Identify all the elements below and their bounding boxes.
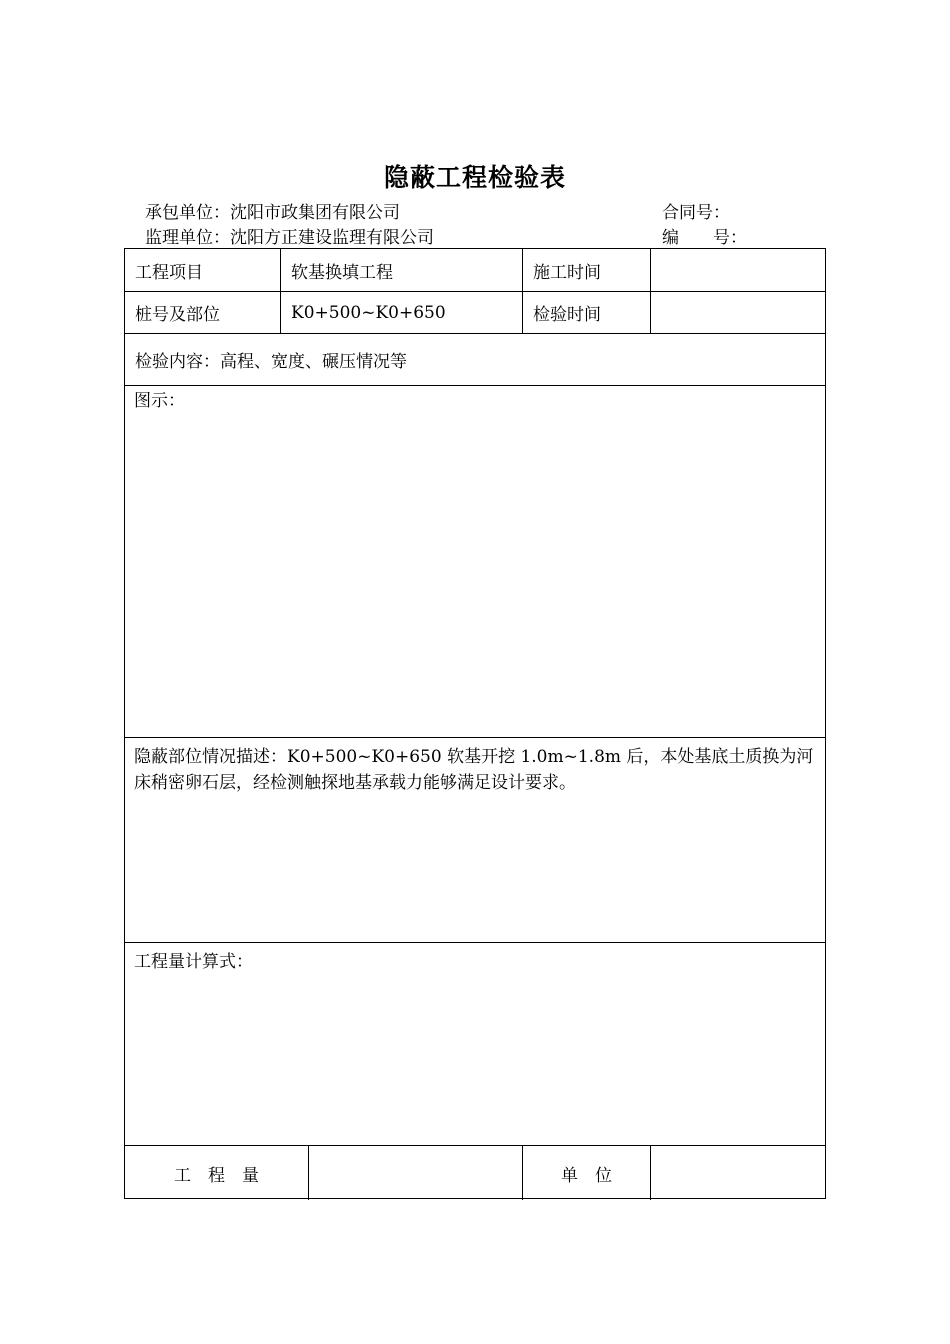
project-value: 软基换填工程 bbox=[280, 249, 522, 291]
construction-time-value[interactable] bbox=[650, 249, 825, 291]
quantity-calc-label: 工程量计算式： bbox=[134, 952, 253, 972]
table-row bbox=[125, 1145, 825, 1200]
inspection-content: 检验内容：高程、宽度、碾压情况等 bbox=[135, 352, 407, 372]
supervisor-label: 监理单位：沈阳方正建设监理有限公司 bbox=[145, 228, 434, 248]
quantity-label: 工 程 量 bbox=[174, 1165, 259, 1186]
hidden-description: 隐蔽部位情况描述：K0+500~K0+650 软基开挖 1.0m~1.8m 后，本处基底土质换为河床稍密卵石层，经检测触探地基承载力能够满足设计要求。 bbox=[134, 747, 814, 793]
contract-no-label: 合同号： bbox=[662, 203, 730, 223]
table-row bbox=[125, 291, 825, 333]
inspection-time-value[interactable] bbox=[650, 292, 825, 333]
contractor-label: 承包单位：沈阳市政集团有限公司 bbox=[145, 203, 400, 223]
diagram-section bbox=[125, 385, 825, 737]
quantity-value[interactable] bbox=[308, 1146, 522, 1200]
station-value: K0+500~K0+650 bbox=[280, 292, 522, 333]
station-label: 桩号及部位 bbox=[135, 305, 220, 325]
table-row bbox=[125, 333, 825, 385]
inspection-time-label: 检验时间 bbox=[522, 292, 650, 333]
construction-time-label: 施工时间 bbox=[522, 249, 650, 291]
page-title: 隐蔽工程检验表 bbox=[383, 163, 566, 192]
unit-value[interactable] bbox=[650, 1146, 825, 1200]
serial-no-label: 编 号： bbox=[662, 228, 747, 248]
table-row bbox=[125, 249, 825, 291]
unit-label: 单 位 bbox=[522, 1146, 650, 1200]
diagram-label: 图示： bbox=[134, 391, 185, 411]
quantity-calc-section bbox=[125, 942, 825, 1145]
inspection-table bbox=[124, 248, 826, 1199]
hidden-description-section bbox=[125, 737, 825, 942]
project-label: 工程项目 bbox=[135, 262, 203, 283]
